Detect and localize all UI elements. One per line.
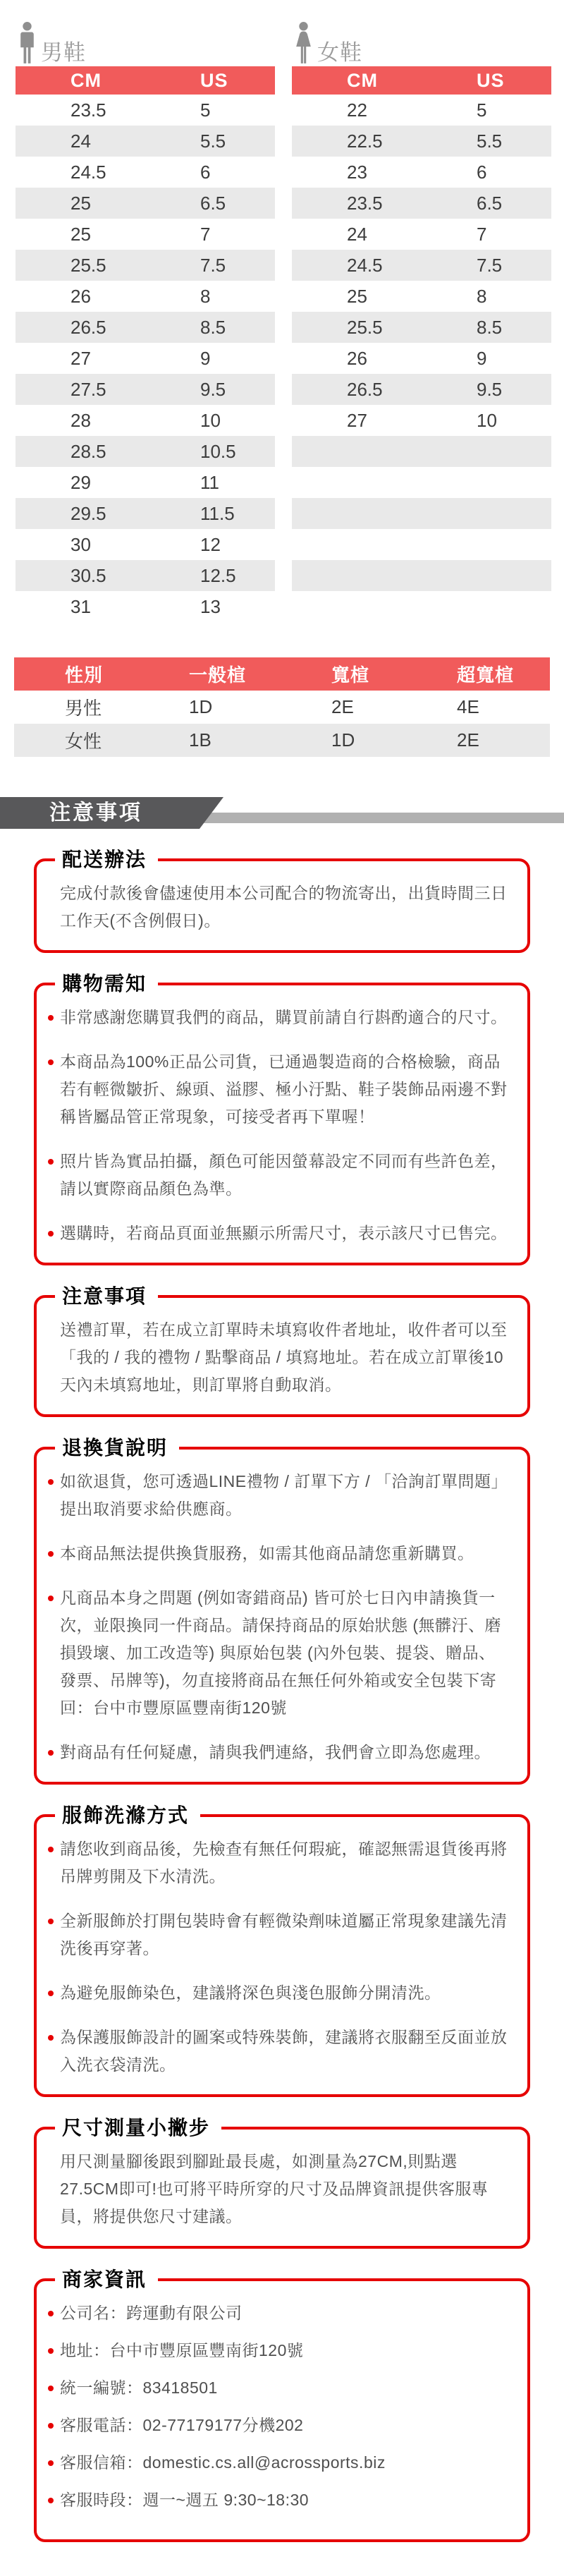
- width-cell: 2E: [416, 724, 550, 757]
- section-paragraph: 送禮訂單，若在成立訂單時未填寫收件者地址，收件者可以至「我的 / 我的禮物 / 點擊商品 / 填寫地址。若在成立訂單後10天內未填寫地址，則訂單將自動取消。: [60, 1320, 508, 1394]
- table-row: [292, 467, 551, 498]
- women-table-header: [292, 17, 551, 65]
- size-cell: 24: [16, 126, 145, 157]
- size-cell: 27: [70, 347, 91, 369]
- men-table-header: [16, 17, 275, 65]
- section-item: 請您收到商品後，先檢查有無任何瑕疵，確認無需退貨後再將吊牌剪開及下水清洗。: [60, 1835, 510, 1890]
- table-row: [16, 281, 275, 312]
- section-item: 客服電話：02-77179177分機202: [60, 2412, 510, 2439]
- width-cell: 1D: [189, 696, 213, 717]
- table-row: [16, 498, 275, 529]
- width-column-header: 寬楦: [282, 657, 416, 691]
- table-row: [16, 343, 275, 374]
- section-title: 服飾洗滌方式: [55, 1804, 200, 1827]
- section-title: 配送辦法: [55, 849, 158, 871]
- section-item: 客服時段：週一~週五 9:30~18:30: [60, 2486, 510, 2514]
- size-cell: 26.5: [16, 312, 145, 343]
- size-cell: [422, 560, 551, 591]
- section-item: 如欲退貨，您可透過LINE禮物 / 訂單下方 / 「洽詢訂單問題」提出取消要求給供應商。: [60, 1468, 510, 1523]
- women-size-table: [292, 66, 551, 622]
- size-cell: [422, 436, 551, 467]
- width-cell: 女性: [14, 724, 148, 757]
- section-title: 注意事項: [55, 1285, 158, 1308]
- section-item: 客服信箱：domestic.cs.all@acrossports.biz: [60, 2449, 510, 2477]
- size-cell: 25.5: [292, 312, 422, 343]
- size-cell: 10: [477, 409, 497, 431]
- banner-title: 注意事項: [49, 801, 142, 825]
- table-row: [292, 529, 551, 560]
- size-cell: 24.5: [70, 161, 106, 183]
- size-cell: 6.5: [422, 188, 551, 219]
- table-row: [292, 95, 551, 126]
- width-column-header: 超寬楦: [416, 657, 550, 691]
- table-row: [292, 560, 551, 591]
- size-cell: 25: [70, 223, 91, 245]
- size-cell: 7: [200, 223, 211, 245]
- size-cell: [292, 436, 422, 467]
- size-cell: 5: [477, 99, 487, 121]
- size-cell: 9.5: [145, 374, 275, 405]
- size-cell: 10: [200, 409, 221, 431]
- size-cell: 23.5: [292, 188, 422, 219]
- size-cell: 9: [477, 347, 487, 369]
- width-cell: 男性: [65, 698, 102, 719]
- men-size-table: [16, 66, 275, 622]
- size-cell: [422, 529, 551, 560]
- size-cell: [292, 560, 422, 591]
- size-table-men: [16, 17, 275, 622]
- men-table-label: 男鞋: [41, 40, 86, 65]
- section-title: 商家資訊: [55, 2268, 158, 2291]
- column-header-cm: CM: [292, 66, 422, 95]
- table-row: [16, 250, 275, 281]
- size-table-women: [292, 17, 551, 622]
- section-item: 本商品為100%正品公司貨，已通過製造商的合格檢驗，商品若有輕微皺折、線頭、溢膠、極小汙點、鞋子裝飾品兩邊不對稱皆屬品管正常現象，可接受者再下單喔！: [60, 1048, 510, 1131]
- size-cell: 25: [16, 188, 145, 219]
- size-tables-area: [0, 0, 564, 622]
- column-header-us: US: [422, 66, 551, 95]
- section-paragraph: 用尺測量腳後跟到腳趾最長處，如測量為27CM,則點選27.5CM即可!也可將平時所穿的尺寸及品牌資訊提供客服專員，將提供您尺寸建議。: [60, 2152, 489, 2225]
- table-row: [16, 560, 275, 591]
- section-shipping-method: [34, 849, 530, 953]
- width-cell: 2E: [331, 696, 354, 717]
- banner-gray-bar: [168, 813, 564, 823]
- section-item: 本商品無法提供換貨服務，如需其他商品請您重新購買。: [60, 1540, 510, 1567]
- width-column-header: 性別: [14, 657, 148, 691]
- table-row: [292, 436, 551, 467]
- section-title: 購物需知: [55, 973, 158, 995]
- size-cell: 9.5: [422, 374, 551, 405]
- size-cell: [292, 529, 422, 560]
- man-icon: [17, 21, 37, 65]
- size-cell: 6: [477, 161, 487, 183]
- table-row: [16, 312, 275, 343]
- size-cell: [422, 498, 551, 529]
- table-row: [292, 157, 551, 188]
- size-cell: 7.5: [145, 250, 275, 281]
- table-row: [16, 374, 275, 405]
- size-cell: 22.5: [292, 126, 422, 157]
- width-cell: 1D: [282, 724, 416, 757]
- size-cell: 31: [70, 595, 91, 617]
- size-cell: 8.5: [145, 312, 275, 343]
- size-cell: 30.5: [16, 560, 145, 591]
- size-cell: 13: [200, 595, 221, 617]
- section-item: 選購時，若商品頁面並無顯示所需尺寸，表示該尺寸已售完。: [60, 1220, 510, 1247]
- table-row: [292, 312, 551, 343]
- section-item: 照片皆為實品拍攝，顏色可能因螢幕設定不同而有些許色差，請以實際商品顏色為準。: [60, 1148, 510, 1203]
- section-important-notes: [34, 1285, 530, 1417]
- table-row: [292, 405, 551, 436]
- table-row: [14, 691, 550, 724]
- table-row: [292, 250, 551, 281]
- size-cell: [422, 591, 551, 622]
- table-row: [16, 436, 275, 467]
- table-row: [16, 529, 275, 560]
- section-item: 全新服飾於打開包裝時會有輕微染劑味道屬正常現象建議先清洗後再穿著。: [60, 1907, 510, 1962]
- table-row: [292, 498, 551, 529]
- size-cell: 24.5: [292, 250, 422, 281]
- section-paragraph: 完成付款後會儘速使用本公司配合的物流寄出，出貨時間三日工作天(不含例假日)。: [60, 884, 508, 930]
- table-row: [16, 95, 275, 126]
- column-header-us: US: [145, 66, 275, 95]
- size-cell: 24: [347, 223, 367, 245]
- size-cell: 27.5: [16, 374, 145, 405]
- table-row: [16, 591, 275, 622]
- section-shopping-notes: [34, 973, 530, 1265]
- size-cell: 11: [200, 471, 219, 493]
- size-cell: 28: [70, 409, 91, 431]
- woman-icon: [293, 21, 314, 65]
- table-row: [16, 188, 275, 219]
- table-row: [16, 126, 275, 157]
- width-column-header: 一般楦: [148, 657, 282, 691]
- size-cell: 9: [200, 347, 211, 369]
- size-cell: 10.5: [145, 436, 275, 467]
- size-cell: 5: [200, 99, 211, 121]
- section-item: 為避免服飾染色，建議將深色與淺色服飾分開清洗。: [60, 1979, 510, 2007]
- size-cell: 26.5: [292, 374, 422, 405]
- section-measuring-tips: [34, 2117, 530, 2249]
- size-cell: 8: [477, 285, 487, 307]
- size-cell: [292, 498, 422, 529]
- size-cell: 28.5: [16, 436, 145, 467]
- size-cell: [292, 591, 422, 622]
- size-cell: [292, 467, 422, 498]
- width-cell: 1B: [148, 724, 282, 757]
- section-item: 非常感謝您購買我們的商品，購買前請自行斟酌適合的尺寸。: [60, 1004, 510, 1031]
- section-title: 尺寸測量小撇步: [55, 2117, 221, 2139]
- size-cell: 5.5: [145, 126, 275, 157]
- table-row: [16, 405, 275, 436]
- size-cell: 25.5: [16, 250, 145, 281]
- size-cell: 6: [200, 161, 211, 183]
- table-row: [292, 343, 551, 374]
- size-cell: 8: [200, 285, 211, 307]
- size-cell: 29.5: [16, 498, 145, 529]
- size-cell: 23.5: [70, 99, 106, 121]
- size-cell: 6.5: [145, 188, 275, 219]
- table-row: [292, 188, 551, 219]
- notice-banner: [0, 797, 564, 829]
- table-row: [16, 467, 275, 498]
- section-item-list: [60, 1468, 510, 1766]
- section-item: 統一編號：83418501: [60, 2374, 510, 2402]
- section-item-list: [60, 2299, 510, 2514]
- size-cell: 30: [70, 533, 91, 555]
- size-cell: 22: [347, 99, 367, 121]
- section-washing-instructions: [34, 1804, 530, 2097]
- table-row: [16, 157, 275, 188]
- table-row: [292, 281, 551, 312]
- section-item: 公司名：跨運動有限公司: [60, 2299, 510, 2327]
- size-cell: [422, 467, 551, 498]
- size-cell: 12: [200, 533, 221, 555]
- size-cell: 29: [70, 471, 91, 493]
- size-cell: 12.5: [145, 560, 275, 591]
- width-cell: 4E: [457, 696, 479, 717]
- section-item-list: [60, 1004, 510, 1247]
- size-cell: 8.5: [422, 312, 551, 343]
- size-cell: 27: [347, 409, 367, 431]
- size-cell: 25: [347, 285, 367, 307]
- size-cell: 7.5: [422, 250, 551, 281]
- column-header-cm: CM: [16, 66, 145, 95]
- table-row: [292, 374, 551, 405]
- section-item: 對商品有任何疑慮，請與我們連絡，我們會立即為您處理。: [60, 1739, 510, 1766]
- table-row: [292, 126, 551, 157]
- size-cell: 7: [477, 223, 487, 245]
- size-cell: 23: [347, 161, 367, 183]
- section-item: 為保護服飾設計的圖案或特殊裝飾，建議將衣服翻至反面並放入洗衣袋清洗。: [60, 2024, 510, 2079]
- section-return-exchange: [34, 1437, 530, 1785]
- table-row: [292, 219, 551, 250]
- section-item: 地址：台中市豐原區豐南街120號: [60, 2337, 510, 2364]
- size-cell: 26: [347, 347, 367, 369]
- section-title: 退換貨說明: [55, 1437, 179, 1459]
- size-cell: 11.5: [145, 498, 275, 529]
- section-seller-info: [34, 2268, 530, 2542]
- table-row: [292, 591, 551, 622]
- size-cell: 26: [70, 285, 91, 307]
- policy-sections: [0, 849, 564, 2542]
- table-row: [14, 724, 550, 757]
- section-item: 凡商品本身之問題 (例如寄錯商品) 皆可於七日內申請換貨一次，並限換同一件商品。請保持商品的原始狀態 (無髒汙、磨損毀壞、加工改造等) 與原始包裝 (內外包裝、提袋、贈品、發票、吊牌等)，勿直接將商品在無任何外箱或安全包裝下寄回：台中市豐原區豐南街120號: [60, 1584, 510, 1722]
- women-table-label: 女鞋: [317, 40, 362, 65]
- table-row: [16, 219, 275, 250]
- size-cell: 5.5: [422, 126, 551, 157]
- section-item-list: [60, 1835, 510, 2079]
- shoe-width-table: [14, 657, 550, 757]
